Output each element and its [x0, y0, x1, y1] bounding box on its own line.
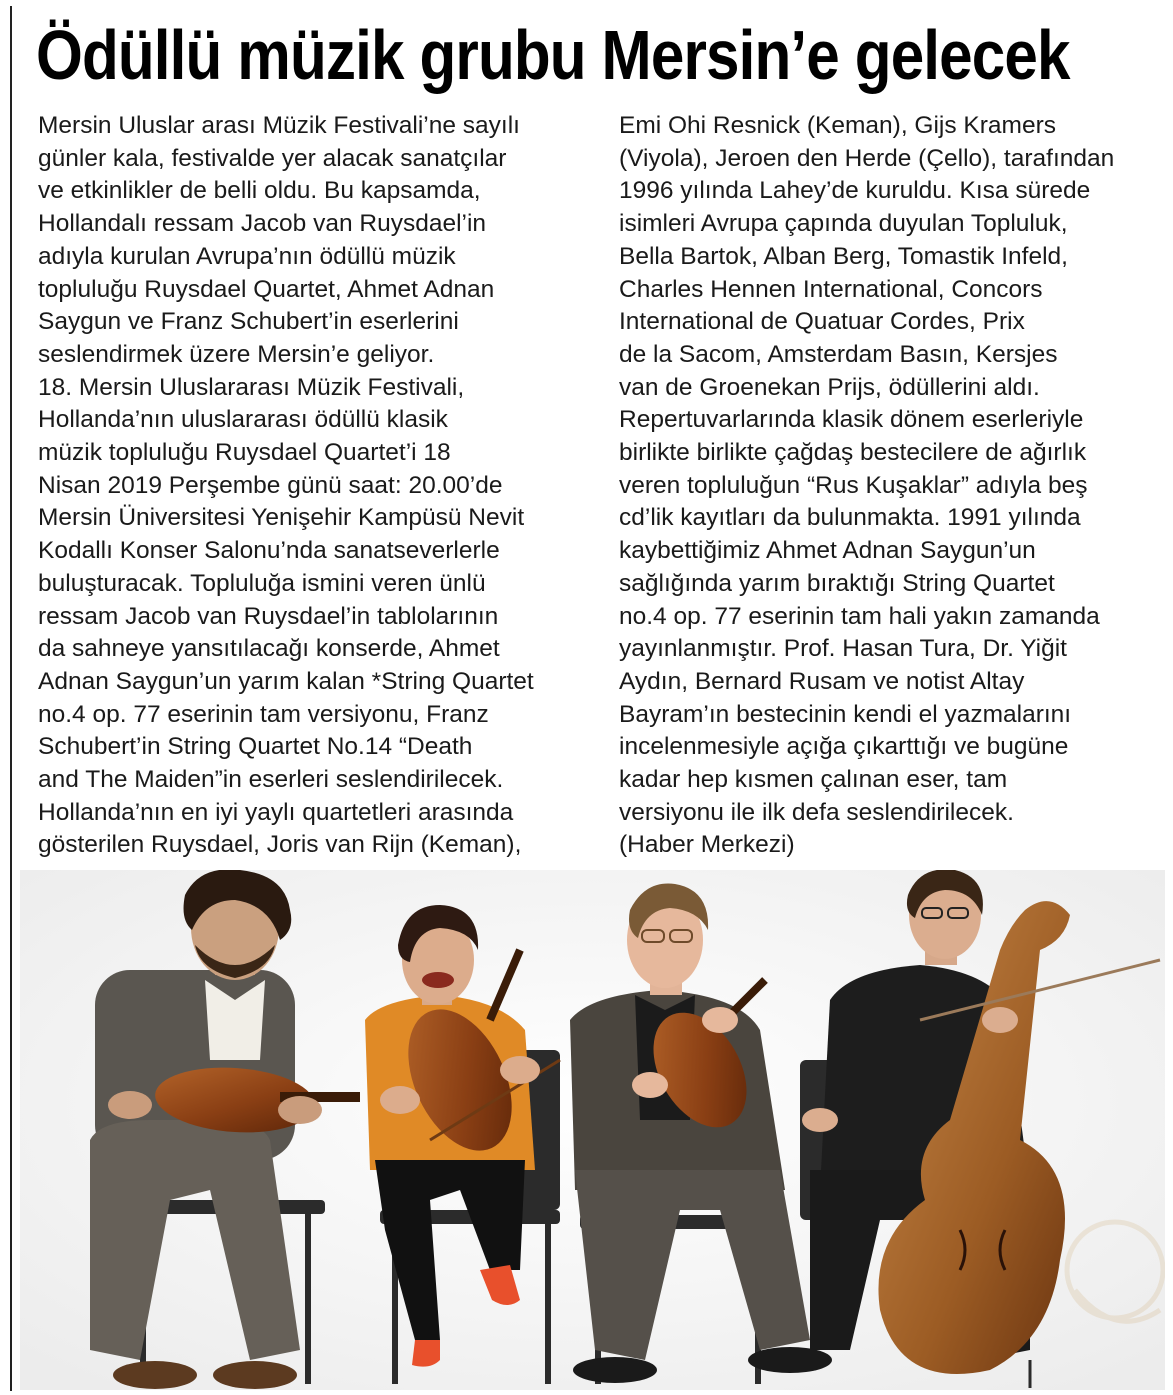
- body-line: no.4 op. 77 eserinin tam versiyonu, Franz: [38, 700, 489, 728]
- body-line: Emi Ohi Resnick (Keman), Gijs Kramers: [619, 112, 1057, 139]
- body-line: seslendirmek üzere Mersin’e geliyor.: [38, 340, 435, 368]
- article-body-left-column: [38, 110, 598, 862]
- body-line: Charles Hennen International, Concors: [619, 275, 1043, 303]
- body-line: International de Quatuar Cordes, Prix: [619, 308, 1025, 336]
- body-line: Bayram’ın bestecinin kendi el yazmalarını: [619, 700, 1072, 728]
- body-line: (Haber Merkezi): [619, 831, 795, 859]
- body-line: birlikte birlikte çağdaş bestecilere de ağırlık: [619, 439, 1087, 467]
- body-line: isimleri Avrupa çapında duyulan Topluluk,: [619, 210, 1068, 238]
- body-line: günler kala, festivalde yer alacak sanatçılar: [38, 144, 507, 172]
- body-line: veren topluluğun “Rus Kuşaklar” adıyla beş: [619, 471, 1088, 499]
- body-line: versiyonu ile ilk defa seslendirilecek.: [619, 798, 1014, 826]
- body-line: yayınlanmıştır. Prof. Hasan Tura, Dr. Yiğit: [619, 635, 1067, 663]
- article-headline: Ödüllü müzik grubu Mersin’e gelecek: [36, 16, 1070, 94]
- body-line: Hollandalı ressam Jacob van Ruysdael’in: [38, 210, 487, 238]
- body-line: no.4 op. 77 eserinin tam hali yakın zamanda: [619, 602, 1100, 630]
- body-line: Mersin Uluslar arası Müzik Festivali’ne sayılı: [38, 112, 520, 139]
- body-line: Hollanda’nın uluslararası ödüllü klasik: [38, 406, 448, 434]
- body-line: kadar hep kısmen çalınan eser, tam: [619, 766, 1008, 794]
- body-line: Adnan Saygun’un yarım kalan *String Quartet: [38, 667, 534, 695]
- body-line: sağlığında yarım bıraktığı String Quartet: [619, 569, 1055, 597]
- body-line: gösterilen Ruysdael, Joris van Rijn (Keman),: [38, 831, 522, 859]
- body-line: 18. Mersin Uluslararası Müzik Festivali,: [38, 373, 465, 401]
- body-line: de la Sacom, Amsterdam Basın, Kersjes: [619, 340, 1058, 368]
- body-line: Aydın, Bernard Rusam ve notist Altay: [619, 667, 1025, 695]
- body-line: Mersin Üniversitesi Yenişehir Kampüsü Nevit: [38, 504, 525, 532]
- body-line: 1996 yılında Lahey’de kuruldu. Kısa sürede: [619, 177, 1091, 205]
- body-line: müzik topluluğu Ruysdael Quartet’i 18: [38, 439, 451, 467]
- body-line: (Viyola), Jeroen den Herde (Çello), tarafından: [619, 144, 1115, 172]
- body-line: Repertuvarlarında klasik dönem eserleriyle: [619, 406, 1084, 434]
- body-line: da sahneye yansıtılacağı konserde, Ahmet: [38, 635, 500, 663]
- body-line: Kodallı Konser Salonu’nda sanatseverlerle: [38, 537, 500, 565]
- body-line: Bella Bartok, Alban Berg, Tomastik Infeld,: [619, 242, 1068, 270]
- body-line: Nisan 2019 Perşembe günü saat: 20.00’de: [38, 471, 503, 499]
- body-line: van de Groenekan Prijs, ödüllerini aldı.: [619, 373, 1040, 401]
- body-line: Hollanda’nın en iyi yaylı quartetleri arasında: [38, 798, 514, 826]
- body-line: Saygun ve Franz Schubert’in eserlerini: [38, 308, 459, 336]
- body-line: kaybettiğimiz Ahmet Adnan Saygun’un: [619, 537, 1036, 565]
- body-line: buluşturacak. Topluluğa ismini veren ünlü: [38, 569, 486, 597]
- body-line: incelenmesiyle açığa çıkarttığı ve bugüne: [619, 733, 1069, 761]
- article-body-right-column: [619, 110, 1164, 862]
- body-line: and The Maiden”in eserleri seslendirilecek.: [38, 766, 504, 794]
- left-column-rule: [10, 6, 12, 1391]
- quartet-photo: [20, 870, 1165, 1390]
- body-line: Schubert’in String Quartet No.14 “Death: [38, 733, 473, 761]
- body-line: ressam Jacob van Ruysdael’in tablolarının: [38, 602, 499, 630]
- body-line: adıyla kurulan Avrupa’nın ödüllü müzik: [38, 242, 456, 270]
- body-line: cd’lik kayıtları da bulunmakta. 1991 yılında: [619, 504, 1081, 532]
- body-line: topluluğu Ruysdael Quartet, Ahmet Adnan: [38, 275, 495, 303]
- body-line: ve etkinlikler de belli oldu. Bu kapsamda,: [38, 177, 481, 205]
